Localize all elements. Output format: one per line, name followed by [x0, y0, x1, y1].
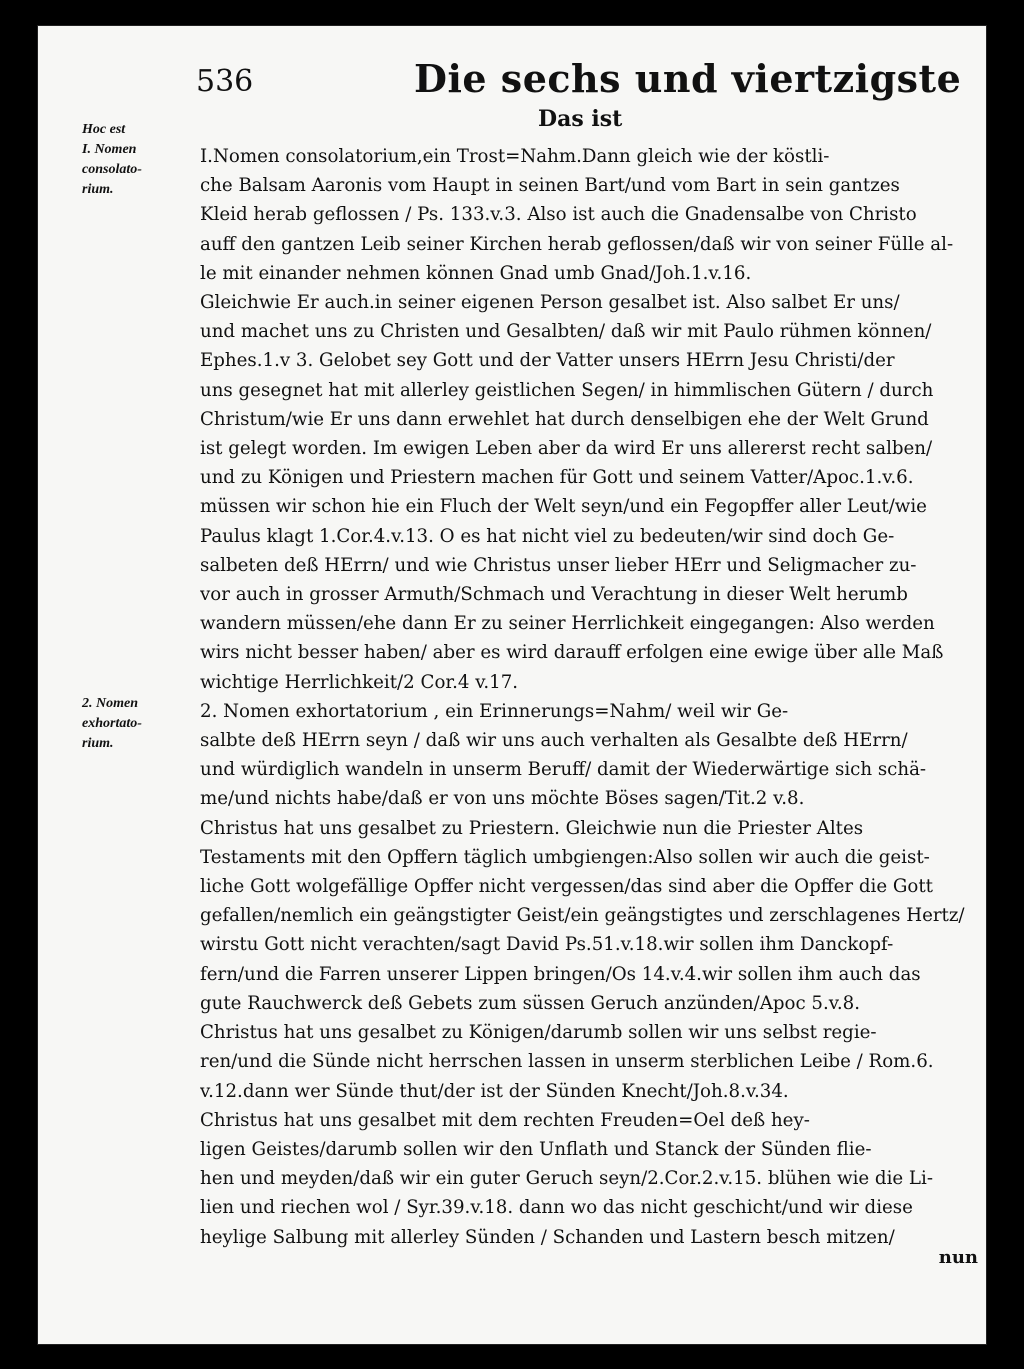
- text-line: I.Nomen consolatorium,ein Trost=Nahm.Dann gleich wie der köstli-: [200, 146, 830, 167]
- marginal-note: [82, 694, 202, 754]
- text-line: ligen Geistes/darumb sollen wir den Unflath und Stanck der Sünden flie-: [200, 1138, 872, 1160]
- text-line: müssen wir schon hie ein Fluch der Welt seyn/und ein Fegopffer aller Leut/wie: [200, 496, 927, 518]
- text-line: vor auch in grosser Armuth/Schmach und Verachtung in dieser Welt herumb: [200, 584, 908, 606]
- text-line: Christus hat uns gesalbet zu Königen/darumb sollen wir uns selbst regie-: [200, 1022, 877, 1044]
- text-line: liche Gott wolgefällige Opffer nicht vergessen/das sind aber die Opffer die Gott: [200, 876, 933, 898]
- catchword: nun: [938, 1247, 978, 1268]
- marginal-note: [82, 120, 202, 200]
- text-line: Testaments mit den Opffern täglich umbgiengen:Also sollen wir auch die geist-: [200, 846, 930, 868]
- text-line: v.12.dann wer Sünde thut/der ist der Sünden Knecht/Joh.8.v.34.: [200, 1080, 789, 1102]
- subhead: Das ist: [538, 106, 623, 132]
- body-text: [200, 142, 986, 1252]
- text-line: ist gelegt worden. Im ewigen Leben aber da wird Er uns allererst recht salben/: [200, 438, 933, 460]
- book-page: [38, 26, 986, 1344]
- text-line: gute Rauchwerck deß Gebets zum süssen Geruch anzünden/Apoc 5.v.8.: [200, 992, 861, 1014]
- text-line: ren/und die Sünde nicht herrschen lassen in unserm sterblichen Leibe / Rom.6.: [200, 1051, 934, 1073]
- marginal-note-line: consolato-: [82, 162, 142, 177]
- text-line: heylige Salbung mit allerley Sünden / Schanden und Lastern besch mitzen/: [200, 1226, 895, 1248]
- text-line: Paulus klagt 1.Cor.4.v.13. O es hat nicht viel zu bedeuten/wir sind doch Ge-: [200, 525, 895, 547]
- text-line: Ephes.1.v 3. Gelobet sey Gott und der Vatter unsers HErrn Jesu Christi/der: [200, 350, 895, 372]
- text-line: lien und riechen wol / Syr.39.v.18. dann wo das nicht geschicht/und wir diese: [200, 1197, 913, 1219]
- text-line: und machet uns zu Christen und Gesalbten/ daß wir mit Paulo rühmen können/: [200, 321, 932, 343]
- text-line: Kleid herab geflossen / Ps. 133.v.3. Also ist auch die Gnadensalbe von Christo: [200, 204, 917, 226]
- marginal-note-line: 2. Nomen: [82, 696, 138, 711]
- text-line: und zu Königen und Priestern machen für Gott und seinem Vatter/Apoc.1.v.6.: [200, 467, 914, 489]
- marginal-note-line: exhortato-: [82, 716, 142, 731]
- text-line: wandern müssen/ehe dann Er zu seiner Herrlichkeit eingegangen: Also werden: [200, 613, 935, 635]
- text-line: fern/und die Farren unserer Lippen bringen/Os 14.v.4.wir sollen ihm auch das: [200, 963, 921, 985]
- text-line: und würdiglich wandeln in unserm Beruff/ damit der Wiederwärtige sich schä-: [200, 759, 927, 781]
- text-line: Gleichwie Er auch.in seiner eigenen Person gesalbet ist. Also salbet Er uns/: [200, 292, 900, 314]
- text-line: Christum/wie Er uns dann erwehlet hat durch denselbigen ehe der Welt Grund: [200, 408, 929, 430]
- marginal-note-line: I. Nomen: [82, 142, 137, 157]
- text-line: 2. Nomen exhortatorium , ein Erinnerungs=Nahm/ weil wir Ge-: [200, 700, 789, 722]
- text-line: wirs nicht besser haben/ aber es wird darauff erfolgen eine ewige über alle Maß: [200, 642, 944, 664]
- marginal-note-line: rium.: [82, 736, 114, 751]
- page-number: 536: [196, 64, 254, 99]
- text-line: salbeten deß HErrn/ und wie Christus unser lieber HErr und Seligmacher zu-: [200, 554, 917, 576]
- marginal-note-line: rium.: [82, 182, 114, 197]
- text-line: che Balsam Aaronis vom Haupt in seinen Bart/und vom Bart in sein gantzes: [200, 175, 900, 197]
- running-head: Die sechs und viertzigste: [414, 56, 962, 101]
- text-line: wichtige Herrlichkeit/2 Cor.4 v.17.: [200, 671, 519, 693]
- marginal-note-line: Hoc est: [82, 122, 126, 137]
- text-line: Christus hat uns gesalbet zu Priestern. Gleichwie nun die Priester Altes: [200, 817, 864, 839]
- text-line: hen und meyden/daß wir ein guter Geruch seyn/2.Cor.2.v.15. blühen wie die Li-: [200, 1168, 933, 1190]
- text-line: uns gesegnet hat mit allerley geistlichen Segen/ in himmlischen Gütern / durch: [200, 379, 934, 401]
- text-line: salbte deß HErrn seyn / daß wir uns auch verhalten als Gesalbte deß HErrn/: [200, 730, 908, 752]
- text-line: auff den gantzen Leib seiner Kirchen herab geflossen/daß wir von seiner Fülle al-: [200, 233, 954, 255]
- text-line: Christus hat uns gesalbet mit dem rechten Freuden=Oel deß hey-: [200, 1109, 810, 1131]
- text-line: le mit einander nehmen können Gnad umb Gnad/Joh.1.v.16.: [200, 262, 752, 284]
- text-line: wirstu Gott nicht verachten/sagt David Ps.51.v.18.wir sollen ihm Danckopf-: [200, 934, 894, 956]
- text-line: me/und nichts habe/daß er von uns möchte Böses sagen/Tit.2 v.8.: [200, 788, 805, 810]
- text-line: gefallen/nemlich ein geängstigter Geist/ein geängstigtes und zerschlagenes Hertz/: [200, 905, 965, 927]
